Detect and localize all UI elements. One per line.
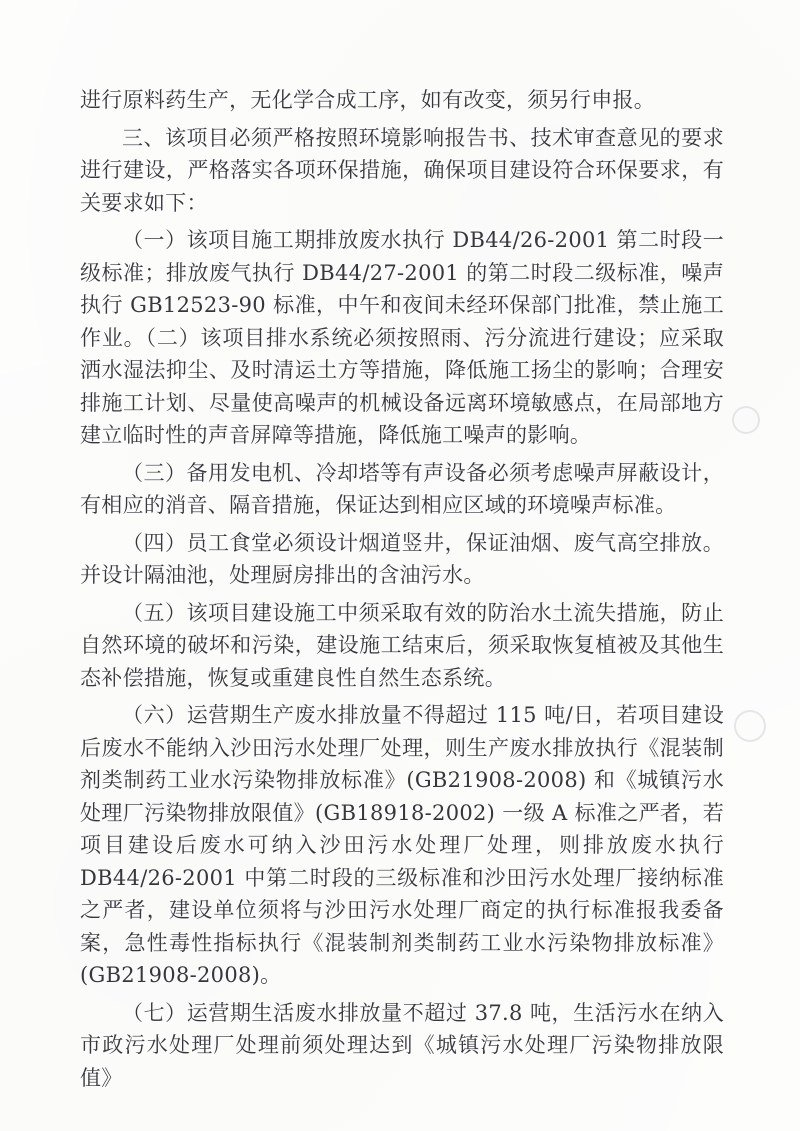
paragraph-item-1-2: （一）该项目施工期排放废水执行 DB44/26-2001 第二时段一级标准；排放废气执行 DB44/27-2001 的第二时段二级标准，噪声执行 GB12523-90 标准，中午和夜间未经环保部门批准，禁止施工作业。（二）该项目排水系统必须按照雨、污分流进行建设；应采取洒水湿法抑尘、及时清运土方等措施，降低施工扬尘的影响；合理安排施工计划、尽量使高噪声的机械设备远离环境敏感点，在局部地方建立临时性的声音屏障等措施，降低施工噪声的影响。 [80,228,724,447]
scan-artifact-ring [734,710,766,742]
scan-artifact-ring [732,406,760,434]
paragraph-item-3: （三）备用发电机、冷却塔等有声设备必须考虑噪声屏蔽设计，有相应的消音、隔音措施，保证达到相应区域的环境噪声标准。 [80,460,724,517]
paragraph-section-3: 三、该项目必须严格按照环境影响报告书、技术审查意见的要求进行建设，严格落实各项环保措施，确保项目建设符合环保要求，有关要求如下： [80,125,724,215]
document-body-text [80,84,724,1099]
paragraph-item-5: （五）该项目建设施工中须采取有效的防治水土流失措施，防止自然环境的破坏和污染，建设施工结束后，须采取恢复植被及其他生态补偿措施，恢复或重建良性自然生态系统。 [80,600,724,690]
paragraph-item-6: （六）运营期生产废水排放量不得超过 115 吨/日，若项目建设后废水不能纳入沙田污水处理厂处理，则生产废水排放执行《混装制剂类制药工业水污染物排放标准》(GB21908-2008) 和《城镇污水处理厂污染物排放限值》(GB18918-2002) 一级 A 标准之严者，若项目建设后废水可纳入沙田污水处理厂处理，则排放废水执行 DB44/26-2001 中第二时段的三级标准和沙田污水处理厂接纳标准之严者，建设单位须将与沙田污水处理厂商定的执行标准报我委备案，急性毒性指标执行《混装制剂类制药工业水污染物排放标准》(GB21908-2008)。 [80,703,724,987]
paragraph-item-4: （四）员工食堂必须设计烟道竖井，保证油烟、废气高空排放。并设计隔油池，处理厨房排出的含油污水。 [80,530,724,587]
paragraph-item-7: （七）运营期生活废水排放量不超过 37.8 吨，生活污水在纳入市政污水处理厂处理前须处理达到《城镇污水处理厂污染物排放限值》 [80,1000,724,1090]
paragraph-continuation: 进行原料药生产，无化学合成工序，如有改变，须另行申报。 [80,88,656,112]
